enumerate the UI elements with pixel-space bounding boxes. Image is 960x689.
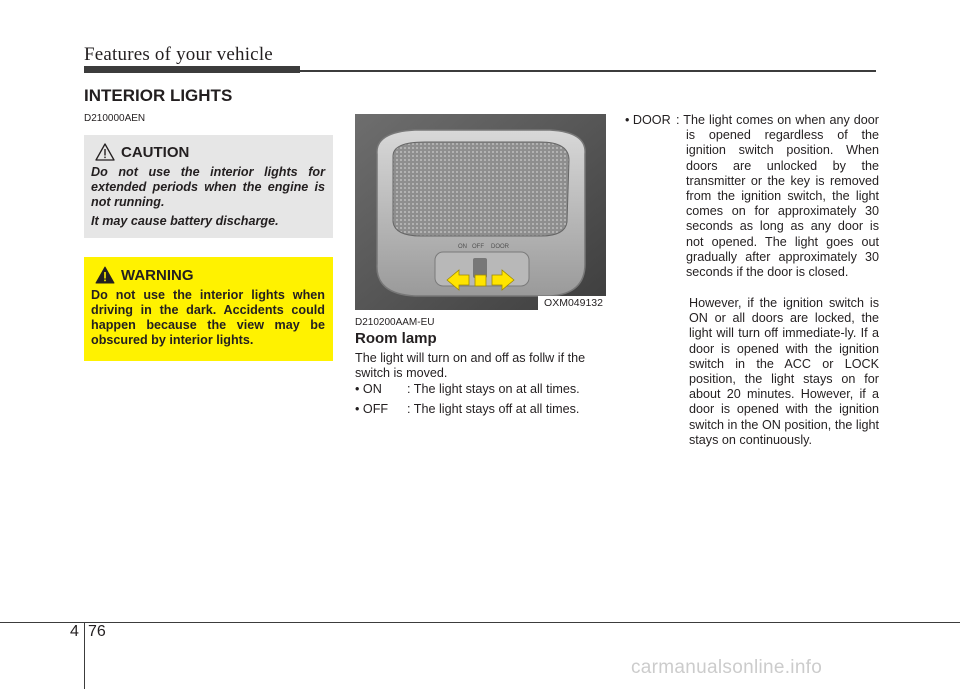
list-item-on	[355, 382, 580, 397]
caution-title: CAUTION	[121, 143, 190, 161]
switch-position-labels	[458, 244, 510, 250]
door-description: : The light comes on when any door is opened regardless of the ignition switch position. When doors are unlocked by the transmitter or the key is removed from the ignition switch, the light comes on for approximately 30 seconds as long as any door is not opened. The light goes out gradually after approximately 30 seconds if the door is closed.	[676, 113, 879, 280]
chapter-number: 4	[70, 623, 79, 640]
switch-label-on: ON	[458, 244, 467, 250]
footer-rule	[0, 622, 960, 623]
caution-line-1: Do not use the interior lights for extended periods when the engine is not running.	[91, 165, 325, 209]
photo-caption: OXM049132	[538, 296, 606, 310]
section-code: D210000AEN	[84, 113, 146, 124]
warning-title: WARNING	[121, 266, 194, 284]
section-title: INTERIOR LIGHTS	[84, 86, 233, 105]
room-lamp-code: D210200AAM-EU	[355, 317, 435, 328]
caution-body	[91, 165, 325, 229]
room-lamp-title: Room lamp	[355, 330, 437, 347]
switch-label-off: OFF	[472, 244, 484, 250]
warning-box	[84, 257, 333, 361]
page-header-title: Features of your vehicle	[84, 44, 273, 65]
room-lamp-intro: The light will turn on and off as follw if the switch is moved.	[355, 351, 586, 380]
watermark: carmanualsonline.info	[631, 657, 823, 678]
caution-box	[84, 135, 333, 238]
list-item-label: • DOOR	[625, 113, 671, 127]
center-square-icon	[475, 275, 486, 286]
warning-body: Do not use the interior lights when driving in the dark. Accidents could happen because the view may be obscured by interior lights.	[91, 288, 325, 347]
list-item-off	[355, 402, 579, 417]
list-item-text: : The light stays on at all times.	[407, 382, 580, 396]
list-item-door	[625, 113, 879, 280]
header-rule-thick	[84, 66, 300, 73]
switch-label-door: DOOR	[491, 244, 509, 250]
caution-triangle-icon	[95, 143, 115, 161]
room-lamp-photo	[355, 114, 606, 310]
list-item-label: • ON	[355, 382, 382, 396]
list-item-text: : The light stays off at all times.	[407, 402, 580, 416]
caution-line-2: It may cause battery discharge.	[91, 214, 279, 228]
page-number: 76	[88, 623, 106, 640]
warning-header	[95, 266, 325, 284]
caution-header	[95, 143, 325, 161]
door-additional-info: However, if the ignition switch is ON or all doors are locked, the light will turn off immediate-ly. If a door is opened with the ignition switch in the ACC or LOCK position, the light stays on for about 20 minutes. However, if a door is opened with the ignition switch in the ON position, the light stays on continuously.	[689, 296, 879, 447]
header-rule-thin	[300, 70, 876, 72]
room-lamp-illustration	[355, 114, 606, 310]
warning-triangle-icon	[95, 266, 115, 284]
footer-divider	[84, 622, 85, 689]
list-item-label: • OFF	[355, 402, 389, 416]
